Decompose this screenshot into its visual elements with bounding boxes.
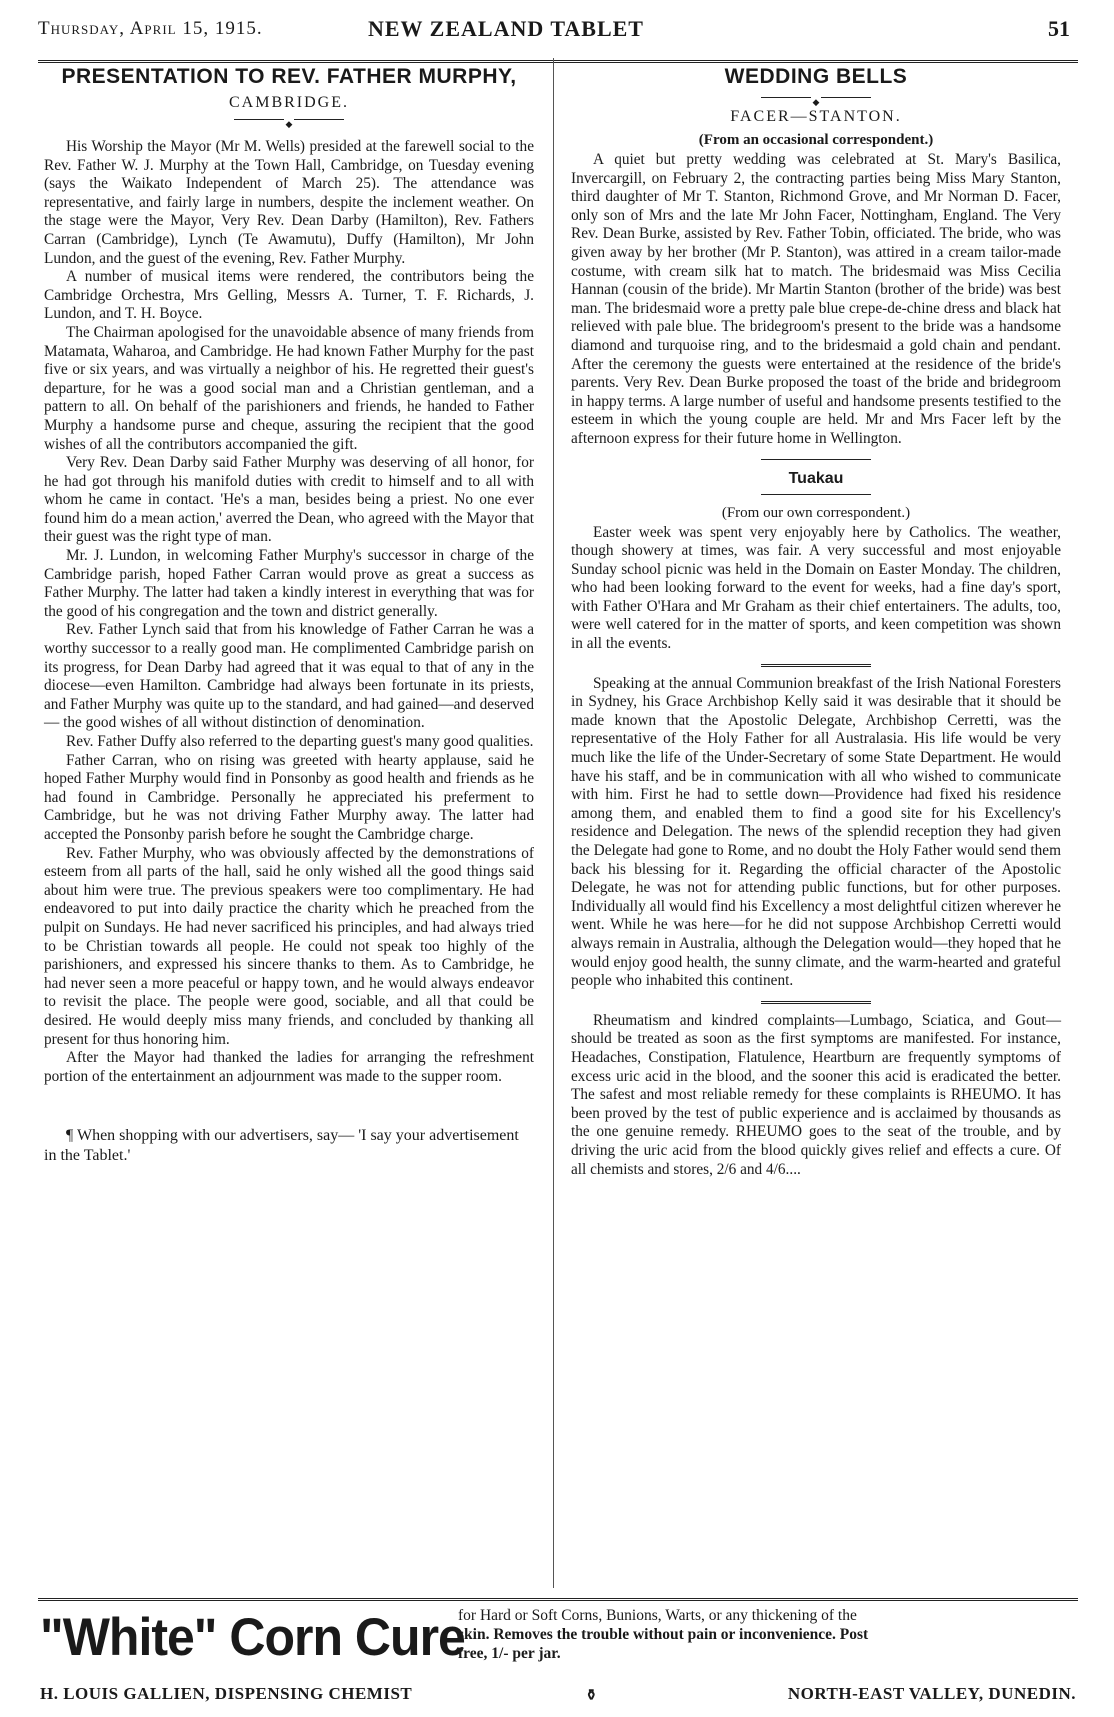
ad-line: free, 1/- per jar. xyxy=(458,1645,561,1662)
diamond-icon: ◆ xyxy=(285,119,293,129)
article-paragraph: Very Rev. Dean Darby said Father Murphy was deserving of all honor, for he had got through his manifold duties with credit to himself and to all with whom he came in contact. 'He's a man, besides being a priest. No one ever found him do a mean action,' averred the Dean, who agreed with the Mayor that their guest was the right type of man. xyxy=(44,454,534,546)
rheumo-paragraph: Rheumatism and kindred complaints—Lumbago, Sciatica, and Gout—should be treated as soon as the first symptoms are manifested. For instance, Headaches, Constipation, Flatulence, Heartburn are frequently symptoms of excess uric acid in the blood, and the sooner this acid is eradicated the better. The safest and most reliable remedy for these complaints is RHEUMO. It has been proved by the test of public experience and is acclaimed by thousands as the one genuine remedy. RHEUMO goes to the seat of the trouble, and by driving the uric acid from the blood quickly gives relief and effects a cure. Of all chemists and stores, 2/6 and 4/6.... xyxy=(571,1011,1061,1178)
article-paragraph: Rev. Father Duffy also referred to the departing guest's many good qualities. xyxy=(66,733,534,750)
wedding-subhead: FACER—STANTON. xyxy=(730,108,902,125)
masthead-rule xyxy=(38,60,1078,63)
presentation-headline: PRESENTATION TO REV. FATHER MURPHY, xyxy=(61,65,517,88)
ornament-divider xyxy=(761,92,871,107)
mortar-icon: ⚱ xyxy=(585,1688,599,1704)
corn-cure-advertisement xyxy=(38,1598,1078,1708)
column-divider xyxy=(553,58,554,1588)
section-rule xyxy=(761,1001,871,1004)
article-paragraph: Mr. J. Lundon, in welcoming Father Murphy's successor in charge of the Cambridge parish, hoped Father Carran would prove as great a success as Father Murphy. The latter had taken a kindly interest in everything that was for the good of his congregation and the town and district generally. xyxy=(44,547,534,620)
article-paragraph: The Chairman apologised for the unavoidable absence of many friends from Matamata, Waharoa, and Cambridge. He had known Father Murphy for the past five or six years, and was virtually a neighbor of his. He regretted their guest's departure, for he was a good social man and a Christian gentleman, and a pattern to all. On behalf of the parishioners and friends, he handed to Father Murphy a handsome purse and cheque, assuring the recipient that the good wishes of all the contributors accompanied the gift. xyxy=(44,323,534,453)
tuakau-paragraph: Easter week was spent very enjoyably here by Catholics. The weather, though showery at times, was fair. A very successful and most enjoyable Sunday school picnic was held in the Domain on Easter Monday. The children, who had been looking forward to the event for weeks, had a fine day's sport, with Father O'Hara and Mr Graham as their chief entertainers. The adults, too, were well catered for in the matter of sports, and keen competition was shown in all the events. xyxy=(571,523,1061,653)
tuakau-title: Tuakau xyxy=(788,469,844,487)
diamond-icon: ◆ xyxy=(812,97,820,107)
article-paragraph: Father Carran, who on rising was greeted with hearty applause, said he hoped Father Murphy would find in Ponsonby as good health and friends as he had found in Cambridge. Personally he appreciated his preferment to Cambridge, but he was not driving Father Murphy away. The latter had accepted the Ponsonby parish before he sought the Cambridge charge. xyxy=(44,751,534,843)
wedding-credit: (From an occasional correspondent.) xyxy=(698,132,934,148)
newspaper-page xyxy=(38,0,1078,1717)
ornament-divider xyxy=(234,114,344,129)
article-paragraph: A number of musical items were rendered, the contributors being the Cambridge Orchestra, Mrs Gelling, Messrs A. Turner, T. F. Richards, J. Lundon, and T. H. Boyce. xyxy=(44,268,534,323)
presentation-subhead: CAMBRIDGE. xyxy=(228,94,349,111)
article-paragraph: Rev. Father Murphy, who was obviously affected by the demonstrations of esteem from all parts of the hall, said he only wished all the good things said about him were true. The previous speakers were too complimentary. He had endeavored to put into daily practice the charity which he preached from the pulpit on Sundays. He had never sacrificed his principles, and had always tried to be Christian towards all people. He could not speak too highly of the parishioners, and expressed his sincere thanks to them. As to Cambridge, he had never seen a more peaceful or happy town, and he would always endeavor to revisit the place. The people were good, sociable, and all that could be desired. He would deeply miss many friends, and concluded by thanking all present for thus honoring him. xyxy=(44,844,534,1048)
advertisers-note: ¶ When shopping with our advertisers, say— 'I say your advertisement in the Tablet.' xyxy=(44,1127,519,1165)
section-rule xyxy=(761,459,871,460)
ad-brand: "White" Corn Cure xyxy=(40,1607,465,1667)
article-paragraph: Rev. Father Lynch said that from his knowledge of Father Carran he was a worthy successor to a really good man. He complimented Cambridge parish on its progress, for Dean Darby had agreed that it was equal to that of any in the diocese—even Hamilton. Cambridge had always been fortunate in its priests, and Father Murphy was quite up to the standard, and had gained—and deserved— the good wishes of all without distinction of denomination. xyxy=(44,621,534,732)
ad-line: skin. Removes the trouble without pain or inconvenience. Post xyxy=(458,1626,869,1643)
section-rule xyxy=(761,494,871,495)
delegate-paragraph: Speaking at the annual Communion breakfast of the Irish National Foresters in Sydney, his Grace Archbishop Kelly said it was desirable that it should be made known that the Apostolic Delegate, Archbishop Cerretti, was the representative of the Holy Father for all Australasia. His life would be very much like the life of the Under-Secretary of some State Department. He would have his staff, and be in communication with all who wished to communicate with him. First he had to settle down—Providence had fixed his residence among them, and enabled them to find a good site for his Excellency's residence and Delegation. The news of the splendid reception they had given the Delegate had gone to Rome, and no doubt the Holy Father would send them back his blessing for it. Regarding the official character of the Apostolic Delegate, he was not for attending public functions, but for other purposes. Individually all would find his Excellency a most delightful citizen wherever he went. While he was here—for he did not suppose Archbishop Cerretti would always remain in Australia, although the Delegation would—they hoped that he would enjoy good health, the sunny climate, and the warm-hearted and grateful people who inhabited this continent. xyxy=(571,674,1061,990)
presentation-article xyxy=(44,138,534,1086)
masthead xyxy=(38,12,1078,46)
wedding-paragraph: A quiet but pretty wedding was celebrated at St. Mary's Basilica, Invercargill, on February 2, the contracting parties being Miss Mary Stanton, third daughter of Mr T. Stanton, Richmond Grove, and Mr Norman D. Facer, only son of Mrs and the late Mr John Facer, Nottingham, England. The Very Rev. Dean Burke, assisted by Rev. Father Tobin, officiated. The bride, who was given away by her brother (Mr P. Stanton), was attired in a cream tailor-made costume, with cream silk hat to match. The bridesmaid was Miss Cecilia Hannan (cousin of the bride). Mr Martin Stanton (brother of the bride) was best man. The bridesmaid wore a pretty pale blue crepe-de-chine dress and black hat relieved with pale blue. The bridegroom's present to the bride was a handsome diamond and turquoise ring, and to the bridesmaid a gold chain and pendant. After the ceremony the guests were entertained at the residence of the bride's parents. Very Rev. Dean Burke proposed the toast of the bride and bridegroom in happy terms. A large number of useful and handsome presents testified to the esteem in which the young couple are held. Mr and Mrs Facer left by the afternoon express for their future home in Wellington. xyxy=(571,151,1061,447)
left-column xyxy=(44,64,534,1166)
newspaper-title: NEW ZEALAND TABLET xyxy=(368,16,644,41)
right-column xyxy=(571,64,1061,1179)
ad-chemist: H. LOUIS GALLIEN, DISPENSING CHEMIST xyxy=(40,1684,413,1703)
page-number: 51 xyxy=(1048,16,1070,41)
article-paragraph: His Worship the Mayor (Mr M. Wells) presided at the farewell social to the Rev. Father W. J. Murphy at the Town Hall, Cambridge, on Tuesday evening (says the Waikato Independent of March 25). The attendance was representative, and fairly large in numbers, despite the inclement weather. On the stage were the Mayor, Very Rev. Dean Darby (Hamilton), Rev. Fathers Carran (Cambridge), Lynch (Te Awamutu), Duffy (Hamilton), Mr John Lundon, and the guest of the evening, Rev. Father Murphy. xyxy=(44,138,534,267)
issue-date: Thursday, April 15, 1915. xyxy=(38,18,263,39)
ad-description xyxy=(458,1606,1078,1663)
tuakau-credit: (From our own correspondent.) xyxy=(721,504,911,521)
section-rule xyxy=(761,664,871,667)
ad-line: for Hard or Soft Corns, Bunions, Warts, or any thickening of the xyxy=(458,1607,857,1624)
article-paragraph: After the Mayor had thanked the ladies for arranging the refreshment portion of the entertainment an adjournment was made to the supper room. xyxy=(44,1049,534,1085)
ad-rule xyxy=(38,1598,1078,1601)
ad-address: NORTH-EAST VALLEY, DUNEDIN. xyxy=(787,1684,1076,1703)
wedding-headline: WEDDING BELLS xyxy=(724,65,908,88)
